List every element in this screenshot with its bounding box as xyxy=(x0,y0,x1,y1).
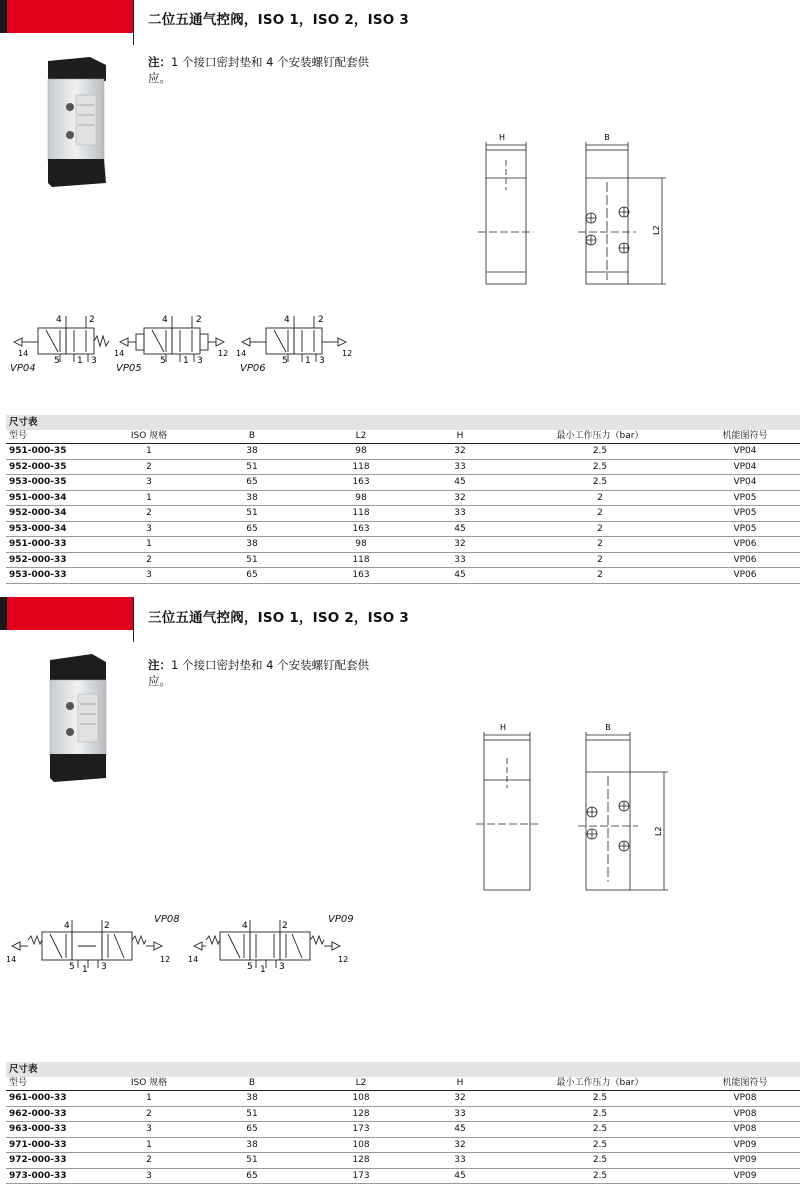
section2-symbol-vp08-label: VP08 xyxy=(154,914,180,925)
table-cell: 1 xyxy=(106,1091,192,1107)
table-cell: 2 xyxy=(510,490,690,506)
col-header: 机能图符号 xyxy=(690,430,800,444)
table-cell: 33 xyxy=(410,552,510,568)
vp08-port-2: 2 xyxy=(104,921,110,931)
section2-dim-l2: L2 xyxy=(654,826,663,836)
table-header-row xyxy=(6,1077,800,1091)
vp09-port-3: 3 xyxy=(279,962,285,972)
vp09-port-14: 14 xyxy=(188,955,199,964)
vp05-port-3: 3 xyxy=(197,356,203,364)
section2-dimension-drawing xyxy=(418,722,678,906)
col-header: ISO 规格 xyxy=(106,1077,192,1091)
table-cell: 1 xyxy=(106,1137,192,1153)
table-cell: VP06 xyxy=(690,568,800,584)
table-cell: 2.5 xyxy=(510,475,690,491)
table-cell: 1 xyxy=(106,537,192,553)
table-cell: 3 xyxy=(106,1168,192,1184)
section1-symbol-vp04-label: VP04 xyxy=(10,363,36,374)
table-cell: 33 xyxy=(410,1106,510,1122)
table-cell: VP09 xyxy=(690,1168,800,1184)
table-cell: 1 xyxy=(106,490,192,506)
table-cell: 2 xyxy=(510,568,690,584)
model-number-cell: 973-000-33 xyxy=(6,1168,106,1184)
table-row xyxy=(6,1122,800,1138)
table-cell: 38 xyxy=(192,1137,312,1153)
table-cell: 3 xyxy=(106,568,192,584)
vp04-port-4: 4 xyxy=(56,315,62,325)
model-number-cell: 951-000-34 xyxy=(6,490,106,506)
table-cell: 2 xyxy=(106,506,192,522)
table-cell: 118 xyxy=(312,506,410,522)
section2-table-title: 尺寸表 xyxy=(6,1062,800,1077)
model-number-cell: 952-000-34 xyxy=(6,506,106,522)
table-cell: 32 xyxy=(410,537,510,553)
section2-dim-b: B xyxy=(605,723,611,732)
table-row xyxy=(6,490,800,506)
table-cell: 2.5 xyxy=(510,459,690,475)
table-cell: 32 xyxy=(410,444,510,460)
table-cell: 2 xyxy=(106,1106,192,1122)
col-header: 最小工作压力（bar） xyxy=(510,1077,690,1091)
table-cell: 118 xyxy=(312,552,410,568)
model-number-cell: 972-000-33 xyxy=(6,1153,106,1169)
table-cell: 38 xyxy=(192,444,312,460)
table-cell: VP08 xyxy=(690,1091,800,1107)
table-cell: 45 xyxy=(410,521,510,537)
section1-table-body xyxy=(6,444,800,584)
section2-note-label: 注： xyxy=(148,658,171,672)
table-row xyxy=(6,506,800,522)
table-row xyxy=(6,1168,800,1184)
table-row xyxy=(6,1153,800,1169)
table-cell: 2 xyxy=(510,521,690,537)
col-header: L2 xyxy=(312,430,410,444)
table-cell: 1 xyxy=(106,444,192,460)
vp05-port-2: 2 xyxy=(196,315,202,325)
vp04-port-5: 5 xyxy=(54,356,60,364)
table-cell: VP06 xyxy=(690,537,800,553)
col-header: B xyxy=(192,1077,312,1091)
col-header: H xyxy=(410,1077,510,1091)
table-cell: 51 xyxy=(192,1153,312,1169)
section2-note xyxy=(148,657,378,689)
model-number-cell: 971-000-33 xyxy=(6,1137,106,1153)
vp08-port-3: 3 xyxy=(101,962,107,972)
table-cell: 2 xyxy=(510,552,690,568)
section2-table-body xyxy=(6,1091,800,1184)
table-cell: 51 xyxy=(192,459,312,475)
col-header: 机能图符号 xyxy=(690,1077,800,1091)
table-cell: 2.5 xyxy=(510,1168,690,1184)
vp04-port-14: 14 xyxy=(18,349,29,358)
table-cell: 98 xyxy=(312,490,410,506)
table-cell: 3 xyxy=(106,1122,192,1138)
table-cell: 45 xyxy=(410,568,510,584)
table-cell: 51 xyxy=(192,1106,312,1122)
table-row xyxy=(6,552,800,568)
section1-symbol-vp06-label: VP06 xyxy=(240,363,266,374)
section1-note-label: 注： xyxy=(148,55,171,69)
section1-dimension-table xyxy=(6,415,800,584)
table-cell: VP06 xyxy=(690,552,800,568)
model-number-cell: 963-000-33 xyxy=(6,1122,106,1138)
section1-symbol-vp05 xyxy=(112,312,234,368)
table-cell: 163 xyxy=(312,521,410,537)
section2-symbol-vp09-label: VP09 xyxy=(328,914,354,925)
table-cell: 173 xyxy=(312,1122,410,1138)
model-number-cell: 951-000-35 xyxy=(6,444,106,460)
table-row xyxy=(6,537,800,553)
vp05-port-5: 5 xyxy=(160,356,166,364)
table-cell: 2.5 xyxy=(510,1137,690,1153)
table-cell: 2.5 xyxy=(510,444,690,460)
table-cell: 38 xyxy=(192,1091,312,1107)
table-cell: VP09 xyxy=(690,1153,800,1169)
table-cell: 65 xyxy=(192,475,312,491)
model-number-cell: 952-000-33 xyxy=(6,552,106,568)
table-row xyxy=(6,568,800,584)
table-cell: 33 xyxy=(410,506,510,522)
table-cell: 163 xyxy=(312,475,410,491)
section1-product-image xyxy=(40,55,115,190)
table-cell: 65 xyxy=(192,521,312,537)
model-number-cell: 953-000-35 xyxy=(6,475,106,491)
table-cell: 98 xyxy=(312,537,410,553)
table-cell: 65 xyxy=(192,1168,312,1184)
table-cell: VP05 xyxy=(690,490,800,506)
col-header: 最小工作压力（bar） xyxy=(510,430,690,444)
table-cell: 2 xyxy=(106,552,192,568)
vp06-port-5: 5 xyxy=(282,356,288,364)
section1-table-title: 尺寸表 xyxy=(6,415,800,430)
table-cell: 2.5 xyxy=(510,1122,690,1138)
vp09-port-12: 12 xyxy=(338,955,349,964)
vp09-port-2: 2 xyxy=(282,921,288,931)
vp04-port-2: 2 xyxy=(89,315,95,325)
vp09-port-5: 5 xyxy=(247,962,253,972)
vp08-port-14: 14 xyxy=(6,955,17,964)
table-cell: 2 xyxy=(106,1153,192,1169)
vp06-port-3: 3 xyxy=(319,356,325,364)
table-cell: 33 xyxy=(410,459,510,475)
section1-symbol-vp04 xyxy=(4,312,116,368)
vp08-port-1: 1 xyxy=(82,965,88,972)
model-number-cell: 953-000-33 xyxy=(6,568,106,584)
table-row xyxy=(6,1106,800,1122)
table-cell: 2 xyxy=(510,537,690,553)
section1-dim-h: H xyxy=(498,133,506,142)
table-row xyxy=(6,444,800,460)
col-header: H xyxy=(410,430,510,444)
vp08-port-12: 12 xyxy=(160,955,171,964)
vp06-port-2: 2 xyxy=(318,315,324,325)
table-row xyxy=(6,521,800,537)
section2-dim-h: H xyxy=(499,723,507,732)
col-header: 型号 xyxy=(6,1077,106,1091)
table-cell: 118 xyxy=(312,459,410,475)
vp08-port-5: 5 xyxy=(69,962,75,972)
table-cell: 32 xyxy=(410,490,510,506)
table-cell: 51 xyxy=(192,552,312,568)
table-cell: 2 xyxy=(106,459,192,475)
table-cell: 65 xyxy=(192,568,312,584)
table-cell: 32 xyxy=(410,1137,510,1153)
section2-product-image xyxy=(40,652,115,787)
table-cell: 2.5 xyxy=(510,1106,690,1122)
table-row xyxy=(6,1091,800,1107)
vp06-port-14: 14 xyxy=(236,349,247,358)
table-cell: 45 xyxy=(410,1168,510,1184)
table-cell: 38 xyxy=(192,537,312,553)
vp05-port-4: 4 xyxy=(162,315,168,325)
vp05-port-14: 14 xyxy=(114,349,125,358)
table-cell: 51 xyxy=(192,506,312,522)
section1-note xyxy=(148,54,378,86)
table-cell: 3 xyxy=(106,521,192,537)
table-cell: 98 xyxy=(312,444,410,460)
model-number-cell: 952-000-35 xyxy=(6,459,106,475)
table-cell: VP08 xyxy=(690,1106,800,1122)
section2-divider xyxy=(133,597,134,642)
col-header: L2 xyxy=(312,1077,410,1091)
table-cell: VP04 xyxy=(690,444,800,460)
table-row xyxy=(6,475,800,491)
vp05-port-1: 1 xyxy=(183,356,189,364)
table-row xyxy=(6,459,800,475)
table-cell: 38 xyxy=(192,490,312,506)
table-cell: 2.5 xyxy=(510,1091,690,1107)
table-cell: VP09 xyxy=(690,1137,800,1153)
section1-accent-bar xyxy=(0,0,133,33)
table-cell: VP05 xyxy=(690,506,800,522)
vp05-port-12: 12 xyxy=(218,349,229,358)
table-cell: 128 xyxy=(312,1106,410,1122)
table-cell: VP04 xyxy=(690,475,800,491)
section1-symbol-vp06 xyxy=(234,312,358,368)
model-number-cell: 961-000-33 xyxy=(6,1091,106,1107)
table-cell: VP04 xyxy=(690,459,800,475)
model-number-cell: 953-000-34 xyxy=(6,521,106,537)
table-cell: 45 xyxy=(410,1122,510,1138)
section1-dim-b: B xyxy=(604,133,610,142)
section2-accent-bar xyxy=(0,597,133,630)
vp06-port-12: 12 xyxy=(342,349,353,358)
table-cell: 2.5 xyxy=(510,1153,690,1169)
section1-divider xyxy=(133,0,134,45)
vp09-port-4: 4 xyxy=(242,921,248,931)
table-cell: 108 xyxy=(312,1091,410,1107)
table-cell: 32 xyxy=(410,1091,510,1107)
table-cell: 128 xyxy=(312,1153,410,1169)
table-row xyxy=(6,1137,800,1153)
table-cell: VP08 xyxy=(690,1122,800,1138)
table-cell: 45 xyxy=(410,475,510,491)
table-cell: 65 xyxy=(192,1122,312,1138)
table-header-row xyxy=(6,430,800,444)
table-cell: 173 xyxy=(312,1168,410,1184)
section2-note-text: 1 个接口密封垫和 4 个安装螺钉配套供应。 xyxy=(148,658,370,688)
col-header: ISO 规格 xyxy=(106,430,192,444)
section1-dim-l2: L2 xyxy=(652,225,661,235)
table-cell: 33 xyxy=(410,1153,510,1169)
table-cell: 2 xyxy=(510,506,690,522)
section2-dimension-table xyxy=(6,1062,800,1184)
section1-title: 二位五通气控阀，ISO 1，ISO 2，ISO 3 xyxy=(148,12,409,28)
vp06-port-4: 4 xyxy=(284,315,290,325)
vp09-port-1: 1 xyxy=(260,965,266,972)
table-cell: VP05 xyxy=(690,521,800,537)
section2-title: 三位五通气控阀，ISO 1，ISO 2，ISO 3 xyxy=(148,610,409,626)
vp08-port-4: 4 xyxy=(64,921,70,931)
section1-dimension-drawing xyxy=(418,120,678,304)
model-number-cell: 951-000-33 xyxy=(6,537,106,553)
vp04-port-3: 3 xyxy=(91,356,97,364)
vp06-port-1: 1 xyxy=(305,356,311,364)
model-number-cell: 962-000-33 xyxy=(6,1106,106,1122)
col-header: B xyxy=(192,430,312,444)
vp04-port-1: 1 xyxy=(77,356,83,364)
col-header: 型号 xyxy=(6,430,106,444)
section1-symbol-vp05-label: VP05 xyxy=(116,363,142,374)
section1-note-text: 1 个接口密封垫和 4 个安装螺钉配套供应。 xyxy=(148,55,370,85)
table-cell: 108 xyxy=(312,1137,410,1153)
table-cell: 163 xyxy=(312,568,410,584)
table-cell: 3 xyxy=(106,475,192,491)
